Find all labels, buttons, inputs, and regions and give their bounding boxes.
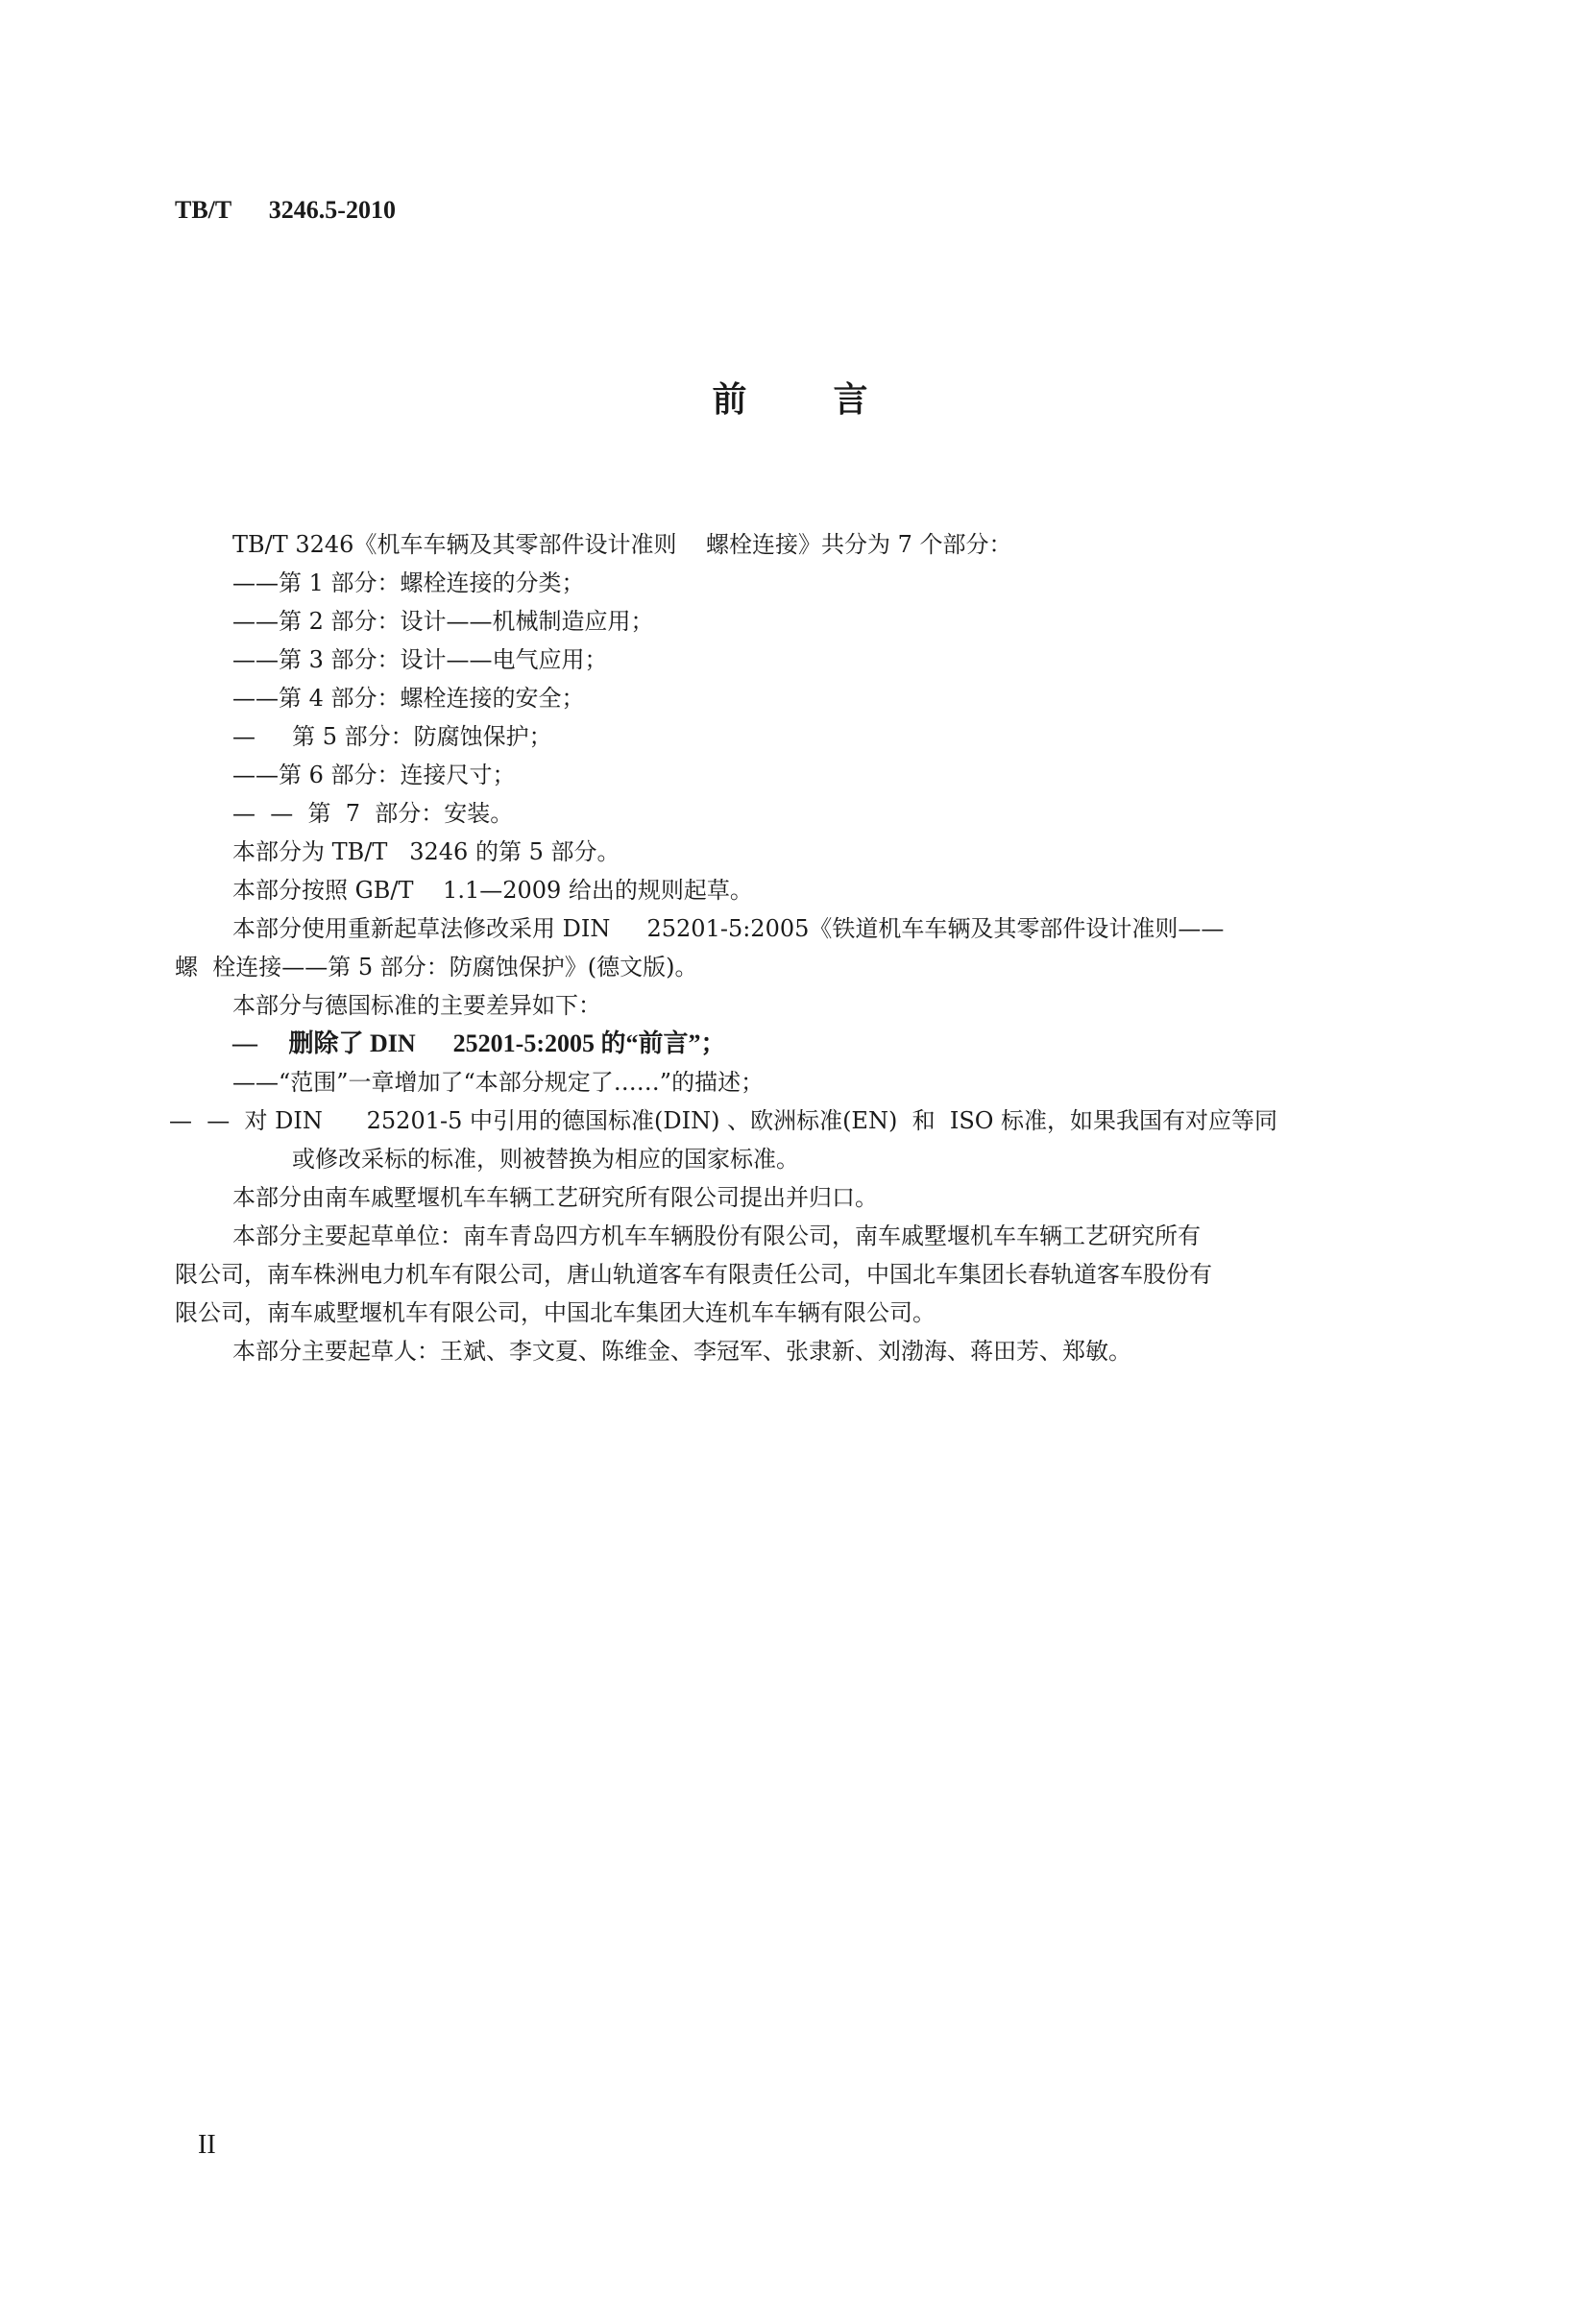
part-list-item: ——第 3 部分：设计——电气应用； xyxy=(232,646,608,673)
paragraph-line: 本部分为 TB/T 3246 的第 5 部分。 xyxy=(232,838,620,865)
difference-item: — — 对 DIN 25201-5 中引用的德国标准(DIN) 、欧洲标准(EN) 和 ISO 标准，如果我国有对应等同 xyxy=(169,1107,1278,1134)
foreword-body xyxy=(169,525,1414,1370)
page-title xyxy=(0,373,1580,422)
title-char-2: 言 xyxy=(833,380,868,420)
paragraph-line: 螺 栓连接——第 5 部分：防腐蚀保护》(德文版)。 xyxy=(175,954,698,980)
paragraph-line: 本部分主要起草人：王斌、李文夏、陈维金、李冠军、张隶新、刘渤海、蒋田芳、郑敏。 xyxy=(232,1338,1131,1365)
standard-number: TB/T 3246.5-2010 xyxy=(175,196,396,224)
title-char-1: 前 xyxy=(712,380,747,420)
part-list-item: ——第 4 部分：螺栓连接的安全； xyxy=(232,685,585,712)
difference-item-continuation: 或修改采标的标准，则被替换为相应的国家标准。 xyxy=(292,1146,799,1173)
paragraph-line: 本部分由南车戚墅堰机车车辆工艺研究所有限公司提出并归口。 xyxy=(232,1184,878,1211)
part-list-item: — 第 5 部分：防腐蚀保护； xyxy=(232,723,552,750)
paragraph-line: 本部分与德国标准的主要差异如下： xyxy=(232,992,601,1019)
difference-item: — 删除了 DIN 25201-5:2005 的“前言”； xyxy=(232,1029,726,1057)
part-list-item: — — 第 7 部分：安装。 xyxy=(232,800,514,827)
part-list-item: ——第 2 部分：设计——机械制造应用； xyxy=(232,608,654,635)
paragraph-line: 限公司，南车戚墅堰机车有限公司，中国北车集团大连机车车辆有限公司。 xyxy=(175,1299,936,1326)
paragraph-line: 限公司，南车株洲电力机车有限公司，唐山轨道客车有限责任公司，中国北车集团长春轨道客车股份有 xyxy=(175,1261,1212,1288)
paragraph-line: 本部分使用重新起草法修改采用 DIN 25201-5:2005《铁道机车车辆及其零部件设计准则—— xyxy=(232,915,1225,942)
page-number: II xyxy=(198,2130,216,2160)
part-list-item: ——第 1 部分：螺栓连接的分类； xyxy=(232,569,585,596)
intro-line: TB/T 3246《机车车辆及其零部件设计准则 螺栓连接》共分为 7 个部分： xyxy=(232,531,1012,558)
paragraph-line: 本部分主要起草单位：南车青岛四方机车车辆股份有限公司，南车戚墅堰机车车辆工艺研究所有 xyxy=(232,1223,1201,1249)
difference-item: ——“范围”一章增加了“本部分规定了……”的描述； xyxy=(232,1069,765,1096)
paragraph-line: 本部分按照 GB/T 1.1—2009 给出的规则起草。 xyxy=(232,877,753,904)
part-list-item: ——第 6 部分：连接尺寸； xyxy=(232,762,516,788)
